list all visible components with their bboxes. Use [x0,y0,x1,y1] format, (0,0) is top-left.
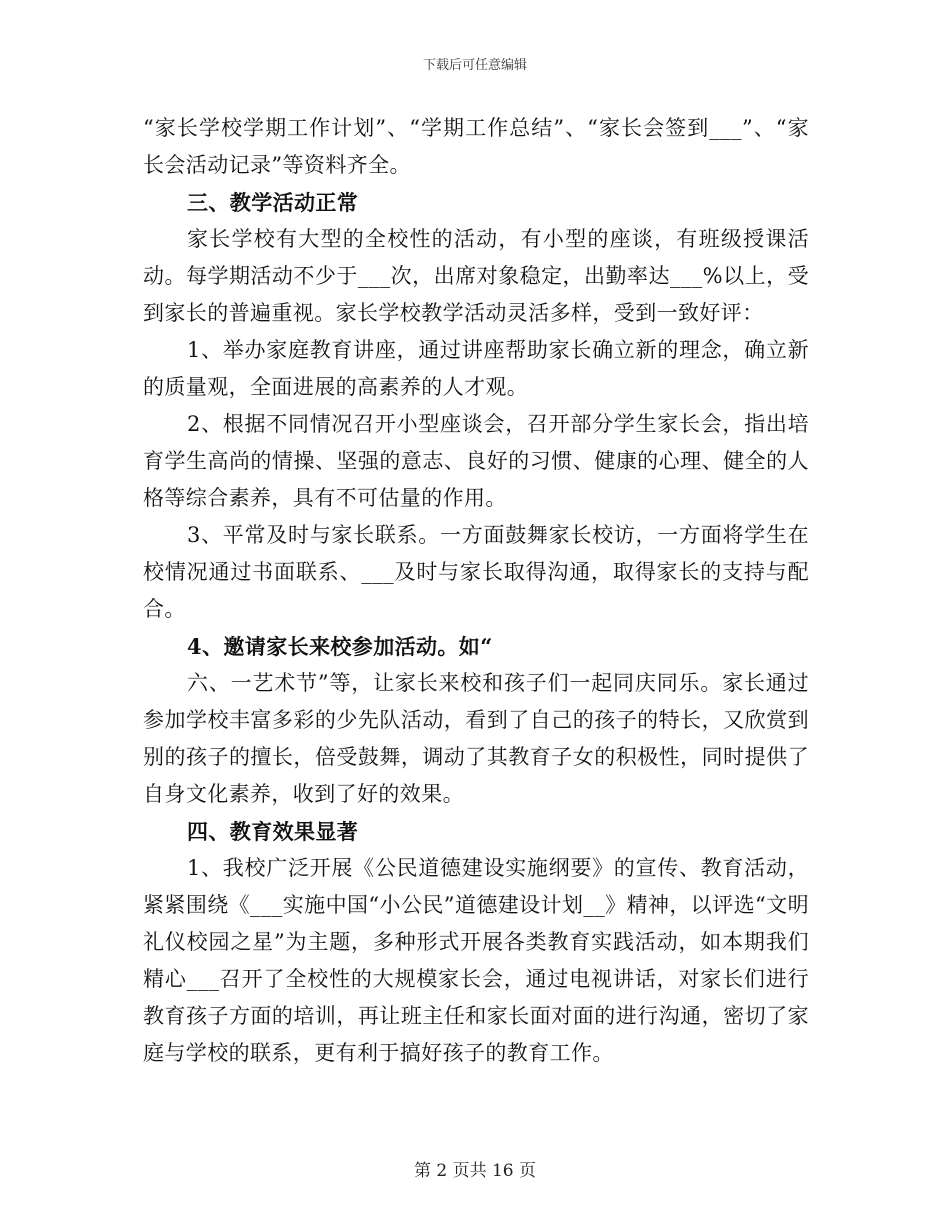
list-item-moral-education: 1、我校广泛开展《公民道德建设实施纲要》的宣传、教育活动，紧紧围绕《___实施中国“小公民”道德建设计划__》精神，以评选“文明礼仪校园之星”为主题，多种形式开展各类教育实践活动，如本期我们精心___召开了全校性的大规模家长会，通过电视讲话，对家长们进行教育孩子方面的培训，再让班主任和家长面对面的进行沟通，密切了家庭与学校的联系，更有利于搞好孩子的教育工作。 [143,856,809,1065]
paragraph-activities: 家长学校有大型的全校性的活动，有小型的座谈，有班级授课活动。每学期活动不少于___次，出席对象稳定，出勤率达___%以上，受到家长的普遍重视。家长学校教学活动灵活多样，受到一致好评： [143,227,809,325]
paragraph-art-festival: 六、一艺术节”等，让家长来校和孩子们一起同庆同乐。家长通过参加学校丰富多彩的少先队活动，看到了自己的孩子的特长，又欣赏到别的孩子的擅长，倍受鼓舞，调动了其教育子女的积极性，同时提供了自身文化素养，收到了好的效果。 [143,671,809,806]
list-item-lectures: 1、举办家庭教育讲座，通过讲座帮助家长确立新的理念，确立新的质量观，全面进展的高素养的人才观。 [143,338,809,399]
section-heading-teaching: 三、教学活动正常 [187,190,359,215]
paragraph-materials: “家长学校学期工作计划”、“学期工作总结”、“家长会签到___”、“家长会活动记录”等资料齐全。 [143,116,809,177]
list-item-contact: 3、平常及时与家长联系。一方面鼓舞家长校访，一方面将学生在校情况通过书面联系、___及时与家长取得沟通，取得家长的支持与配合。 [143,523,809,621]
document-body [143,110,809,1072]
section-heading-results: 四、教育效果显著 [187,819,359,844]
page-number: 第 2 页共 16 页 [413,1161,537,1181]
list-item-meetings: 2、根据不同情况召开小型座谈会，召开部分学生家长会，指出培育学生高尚的情操、坚强的意志、良好的习惯、健康的心理、健全的人格等综合素养，具有不可估量的作用。 [143,412,809,510]
list-item-invite-heading: 4、邀请家长来校参加活动。如“ [187,634,493,659]
page-header: 下载后可任意编辑 [422,58,527,73]
